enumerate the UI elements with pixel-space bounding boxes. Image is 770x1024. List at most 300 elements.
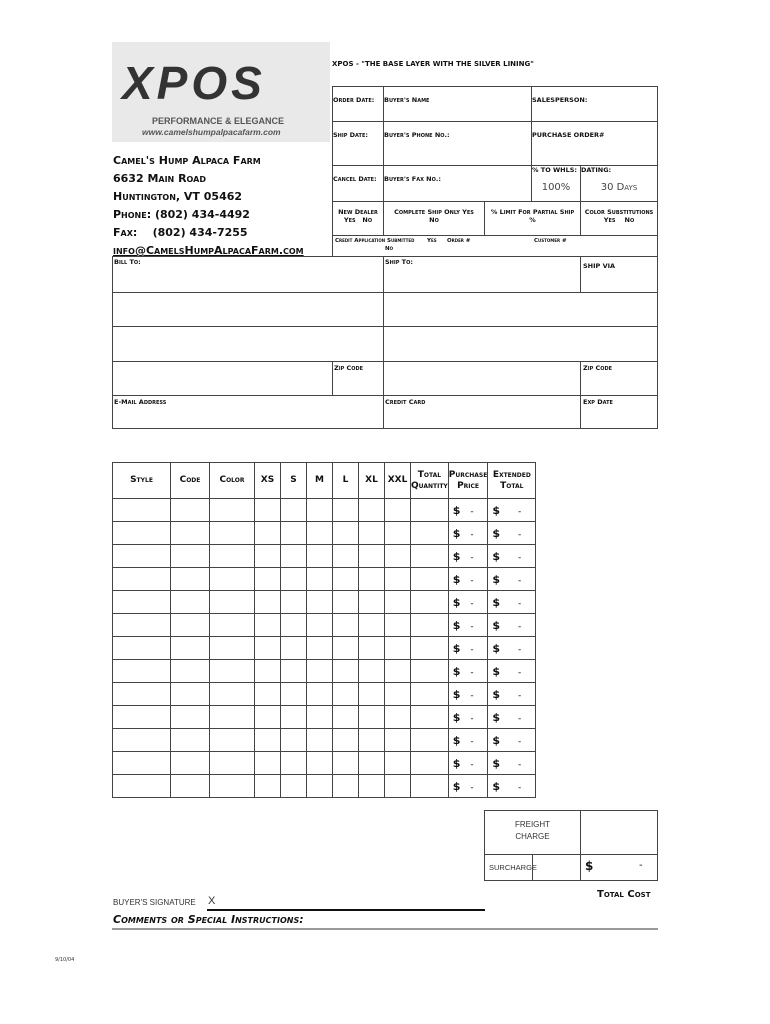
amount-dash: - — [518, 506, 522, 517]
surcharge-label-cell — [484, 854, 537, 881]
dollar-sign: $ — [492, 526, 500, 540]
order-cell[interactable] — [113, 499, 171, 522]
new-dealer-label: New Dealer — [338, 208, 378, 216]
order-cell[interactable] — [210, 499, 255, 522]
order-cell[interactable] — [488, 568, 536, 591]
order-cell[interactable] — [448, 499, 488, 522]
dollar-sign: $ — [452, 664, 461, 678]
order-cell[interactable] — [255, 545, 281, 568]
farm-street: 6632 Main Road — [113, 172, 206, 185]
dollar-sign: $ — [452, 572, 461, 586]
complete-ship-field[interactable] — [383, 201, 485, 236]
column-header-extended-total: Extended Total — [488, 463, 536, 499]
order-cell[interactable] — [488, 683, 536, 706]
table-row — [113, 591, 536, 614]
order-cell[interactable] — [385, 591, 411, 614]
amount-dash: - — [518, 690, 522, 701]
order-cell[interactable] — [333, 568, 359, 591]
order-cell[interactable] — [411, 522, 449, 545]
order-cell[interactable] — [113, 614, 171, 637]
order-cell[interactable] — [307, 752, 333, 775]
color-subs-label: Color Substitutions — [584, 208, 654, 216]
order-cell[interactable] — [488, 637, 536, 660]
farm-fax: Fax: (802) 434-7255 — [113, 226, 248, 239]
complete-ship-label: Complete Ship Only Yes — [394, 208, 474, 216]
order-cell[interactable] — [210, 729, 255, 752]
order-cell[interactable] — [171, 614, 210, 637]
order-cell[interactable] — [448, 683, 488, 706]
order-cell[interactable] — [255, 752, 281, 775]
table-row — [113, 683, 536, 706]
dollar-sign: $ — [452, 549, 461, 563]
freight-divider — [484, 810, 533, 855]
order-cell[interactable] — [385, 545, 411, 568]
amount-dash: - — [470, 506, 474, 517]
order-cell[interactable] — [210, 775, 255, 798]
order-cell[interactable] — [171, 568, 210, 591]
order-cell[interactable] — [411, 775, 449, 798]
signature-line[interactable] — [207, 909, 485, 911]
order-cell[interactable] — [488, 499, 536, 522]
purchase-order-field[interactable] — [531, 121, 658, 166]
order-cell[interactable] — [113, 683, 171, 706]
order-cell[interactable] — [359, 775, 385, 798]
order-cell[interactable] — [113, 568, 171, 591]
order-cell[interactable] — [333, 499, 359, 522]
amount-dash: - — [518, 598, 522, 609]
dollar-sign: $ — [492, 549, 500, 563]
order-cell[interactable] — [488, 752, 536, 775]
order-date-field[interactable] — [332, 86, 384, 122]
order-cell[interactable] — [333, 729, 359, 752]
order-cell[interactable] — [385, 637, 411, 660]
order-cell[interactable] — [385, 499, 411, 522]
order-cell[interactable] — [385, 522, 411, 545]
dollar-sign: $ — [492, 595, 500, 609]
color-subs-opts: Yes No — [603, 216, 635, 224]
amount-dash: - — [518, 667, 522, 678]
order-cell[interactable] — [281, 545, 307, 568]
order-cell[interactable] — [411, 637, 449, 660]
order-cell[interactable] — [488, 706, 536, 729]
farm-phone: Phone: (802) 434-4492 — [113, 208, 250, 221]
dollar-sign: $ — [492, 618, 500, 632]
amount-dash: - — [470, 598, 474, 609]
order-cell[interactable] — [171, 591, 210, 614]
order-cell[interactable] — [210, 752, 255, 775]
buyers-name-field[interactable] — [383, 86, 532, 122]
order-cell[interactable] — [411, 545, 449, 568]
column-header-l: L — [333, 463, 359, 499]
order-cell[interactable] — [255, 499, 281, 522]
order-cell[interactable] — [171, 545, 210, 568]
column-header-m: M — [307, 463, 333, 499]
version-stamp: 9/10/04 — [55, 957, 75, 963]
email-address-label: E-Mail Address — [114, 398, 167, 406]
amount-dash: - — [518, 713, 522, 724]
amount-dash: - — [518, 575, 522, 586]
column-header-xxl: XXL — [385, 463, 411, 499]
order-cell[interactable] — [385, 752, 411, 775]
order-cell[interactable] — [307, 499, 333, 522]
order-cell[interactable] — [210, 614, 255, 637]
order-cell[interactable] — [281, 752, 307, 775]
comments-line[interactable] — [112, 928, 658, 930]
order-cell[interactable] — [281, 568, 307, 591]
logo-url: www.camelshumpalpacafarm.com — [142, 127, 281, 137]
buyers-name-label: Buyer's Name — [384, 96, 430, 104]
ship-date-label: Ship Date: — [333, 131, 368, 139]
customer-num-label: Customer # — [534, 238, 567, 244]
order-cell[interactable] — [333, 545, 359, 568]
order-date-label: Order Date: — [333, 96, 375, 104]
order-cell[interactable] — [307, 729, 333, 752]
order-cell[interactable] — [113, 591, 171, 614]
order-cell[interactable] — [359, 614, 385, 637]
order-cell[interactable] — [488, 729, 536, 752]
order-cell[interactable] — [307, 568, 333, 591]
order-cell[interactable] — [488, 775, 536, 798]
limit-partial-field[interactable] — [484, 201, 581, 236]
column-header-style: Style — [113, 463, 171, 499]
order-cell[interactable] — [255, 729, 281, 752]
order-cell[interactable] — [488, 660, 536, 683]
dollar-sign: $ — [492, 641, 500, 655]
freight-charge-input[interactable] — [580, 810, 658, 855]
dollar-sign: $ — [452, 756, 461, 770]
order-cell[interactable] — [210, 683, 255, 706]
amount-dash: - — [518, 552, 522, 563]
total-cost-label: Total Cost — [597, 889, 651, 900]
order-cell[interactable] — [359, 752, 385, 775]
divider — [112, 326, 658, 327]
order-table — [112, 462, 536, 798]
comments-label: Comments or Special Instructions: — [113, 913, 304, 926]
dating-field[interactable] — [580, 165, 658, 202]
order-cell[interactable] — [210, 706, 255, 729]
table-row — [113, 752, 536, 775]
buyers-fax-field[interactable] — [383, 165, 532, 202]
order-cell[interactable] — [333, 522, 359, 545]
amount-dash: - — [470, 667, 474, 678]
order-cell[interactable] — [281, 499, 307, 522]
order-cell[interactable] — [171, 683, 210, 706]
order-cell[interactable] — [281, 591, 307, 614]
order-cell[interactable] — [333, 637, 359, 660]
divider — [580, 361, 581, 429]
column-header-color: Color — [210, 463, 255, 499]
table-row — [113, 775, 536, 798]
order-cell[interactable] — [307, 545, 333, 568]
order-cell[interactable] — [255, 591, 281, 614]
dollar-sign: $ — [452, 595, 461, 609]
order-cell[interactable] — [448, 637, 488, 660]
order-cell[interactable] — [333, 683, 359, 706]
order-cell[interactable] — [281, 729, 307, 752]
order-cell[interactable] — [359, 660, 385, 683]
order-cell[interactable] — [488, 614, 536, 637]
order-cell[interactable] — [411, 683, 449, 706]
order-cell[interactable] — [385, 729, 411, 752]
order-cell[interactable] — [255, 522, 281, 545]
order-cell[interactable] — [171, 729, 210, 752]
cancel-date-label: Cancel Date: — [333, 175, 377, 183]
order-cell[interactable] — [171, 775, 210, 798]
order-cell[interactable] — [359, 637, 385, 660]
bill-to-label: Bill To: — [114, 258, 141, 266]
dollar-sign: $ — [492, 664, 500, 678]
order-cell[interactable] — [411, 614, 449, 637]
order-cell[interactable] — [281, 706, 307, 729]
farm-city: Huntington, VT 05462 — [113, 190, 243, 203]
slogan: XPOS - "THE BASE LAYER WITH THE SILVER LINING" — [332, 60, 534, 68]
order-cell[interactable] — [113, 637, 171, 660]
order-cell[interactable] — [113, 545, 171, 568]
order-cell[interactable] — [448, 729, 488, 752]
column-header-code: Code — [171, 463, 210, 499]
order-cell[interactable] — [448, 522, 488, 545]
order-cell[interactable] — [171, 660, 210, 683]
ship-to-label: Ship To: — [385, 258, 413, 266]
to-whls-field[interactable] — [531, 165, 581, 202]
column-header-purchase-price: Purchase Price — [448, 463, 488, 499]
order-cell[interactable] — [255, 614, 281, 637]
order-cell[interactable] — [113, 752, 171, 775]
order-cell[interactable] — [113, 706, 171, 729]
amount-dash: - — [470, 644, 474, 655]
order-cell[interactable] — [385, 614, 411, 637]
dating-label: DATING: — [581, 166, 612, 174]
dollar-sign: $ — [452, 687, 461, 701]
table-row — [113, 660, 536, 683]
column-header-total-quantity: Total Quantity — [411, 463, 449, 499]
dollar-sign: $ — [492, 756, 500, 770]
farm-name: Camel's Hump Alpaca Farm — [113, 154, 261, 167]
dollar-sign: $ — [452, 503, 461, 517]
order-cell[interactable] — [448, 545, 488, 568]
dollar-sign: $ — [492, 710, 500, 724]
dollar-sign: $ — [452, 733, 461, 747]
order-cell[interactable] — [448, 775, 488, 798]
amount-dash: - — [518, 736, 522, 747]
order-cell[interactable] — [359, 545, 385, 568]
order-cell[interactable] — [488, 591, 536, 614]
order-cell[interactable] — [210, 522, 255, 545]
order-cell[interactable] — [411, 706, 449, 729]
surcharge-label: SURCHARGE — [489, 863, 537, 872]
table-row — [113, 637, 536, 660]
order-cell[interactable] — [171, 499, 210, 522]
order-cell[interactable] — [281, 660, 307, 683]
surcharge-mid — [532, 854, 581, 881]
to-whls-value: 100% — [541, 182, 571, 193]
complete-ship-no: No — [429, 216, 439, 224]
dollar-sign: $ — [492, 687, 500, 701]
logo — [112, 42, 330, 142]
order-cell[interactable] — [448, 568, 488, 591]
order-cell[interactable] — [307, 591, 333, 614]
order-cell[interactable] — [488, 545, 536, 568]
color-subs-field[interactable] — [580, 201, 658, 236]
amount-dash: - — [470, 575, 474, 586]
order-cell[interactable] — [488, 522, 536, 545]
order-cell[interactable] — [333, 660, 359, 683]
order-cell[interactable] — [411, 499, 449, 522]
order-cell[interactable] — [307, 706, 333, 729]
surcharge-input[interactable] — [580, 854, 658, 881]
order-cell[interactable] — [359, 522, 385, 545]
order-cell[interactable] — [210, 591, 255, 614]
order-cell[interactable] — [385, 706, 411, 729]
order-cell[interactable] — [210, 660, 255, 683]
order-cell[interactable] — [255, 775, 281, 798]
table-row — [113, 706, 536, 729]
buyers-phone-label: Buyer's Phone No.: — [384, 131, 450, 139]
order-cell[interactable] — [281, 683, 307, 706]
order-cell[interactable] — [359, 729, 385, 752]
column-header-s: S — [281, 463, 307, 499]
to-whls-label: % TO WHLS: — [532, 166, 578, 174]
table-row — [113, 614, 536, 637]
dating-value: 30 Days — [600, 182, 638, 193]
order-cell[interactable] — [448, 614, 488, 637]
new-dealer-field[interactable] — [332, 201, 384, 236]
order-cell[interactable] — [448, 660, 488, 683]
order-cell[interactable] — [411, 729, 449, 752]
divider — [112, 395, 658, 396]
order-cell[interactable] — [210, 545, 255, 568]
amount-dash: - — [470, 621, 474, 632]
exp-date-label: Exp Date — [583, 398, 613, 406]
order-cell[interactable] — [385, 683, 411, 706]
logo-brand: XPOS — [122, 57, 266, 109]
order-cell[interactable] — [333, 614, 359, 637]
table-header-row — [113, 463, 536, 499]
amount-dash: - — [470, 529, 474, 540]
buyers-fax-label: Buyer's Fax No.: — [384, 175, 441, 183]
amount-dash: - — [518, 644, 522, 655]
order-cell[interactable] — [385, 660, 411, 683]
divider — [332, 361, 333, 396]
order-cell[interactable] — [307, 683, 333, 706]
dollar-sign: $ — [492, 572, 500, 586]
amount-dash: - — [518, 621, 522, 632]
divider — [383, 256, 384, 429]
table-row — [113, 499, 536, 522]
ship-zip-label: Zip Code — [583, 364, 613, 372]
salesperson-field[interactable] — [531, 86, 658, 122]
order-cell[interactable] — [210, 637, 255, 660]
order-cell[interactable] — [210, 568, 255, 591]
divider — [580, 256, 581, 293]
order-cell[interactable] — [359, 591, 385, 614]
order-cell[interactable] — [307, 522, 333, 545]
order-cell[interactable] — [281, 775, 307, 798]
order-cell[interactable] — [411, 568, 449, 591]
order-cell[interactable] — [448, 706, 488, 729]
order-cell[interactable] — [307, 775, 333, 798]
amount-dash: - — [470, 736, 474, 747]
order-cell[interactable] — [411, 752, 449, 775]
column-header-xs: XS — [255, 463, 281, 499]
order-cell[interactable] — [307, 660, 333, 683]
order-cell[interactable] — [281, 637, 307, 660]
limit-pct: % — [529, 216, 536, 224]
table-row — [113, 522, 536, 545]
amount-dash: - — [470, 782, 474, 793]
ship-date-field[interactable] — [332, 121, 384, 166]
order-cell[interactable] — [281, 522, 307, 545]
signature-label: BUYER'S SIGNATURE — [113, 898, 196, 907]
order-cell[interactable] — [333, 591, 359, 614]
dollar-sign: $ — [492, 733, 500, 747]
order-cell[interactable] — [171, 522, 210, 545]
purchase-order-label: PURCHASE ORDER# — [532, 131, 605, 139]
order-cell[interactable] — [255, 568, 281, 591]
dollar-sign: $ — [492, 503, 500, 517]
amount-dash: - — [518, 529, 522, 540]
dollar-sign: $ — [452, 526, 461, 540]
logo-tagline: PERFORMANCE & ELEGANCE — [152, 116, 285, 126]
divider — [112, 292, 658, 293]
cancel-date-field[interactable] — [332, 165, 384, 202]
credit-no[interactable]: No — [385, 246, 394, 252]
buyers-phone-field[interactable] — [383, 121, 532, 166]
order-cell[interactable] — [411, 660, 449, 683]
order-cell[interactable] — [113, 729, 171, 752]
order-cell[interactable] — [333, 706, 359, 729]
order-cell[interactable] — [385, 568, 411, 591]
order-cell[interactable] — [113, 660, 171, 683]
surcharge-dash: - — [639, 860, 643, 871]
order-cell[interactable] — [359, 706, 385, 729]
order-cell[interactable] — [307, 614, 333, 637]
order-cell[interactable] — [359, 683, 385, 706]
order-cell[interactable] — [255, 637, 281, 660]
freight-charge-label: FREIGHT CHARGE — [514, 820, 551, 841]
bill-zip-label: Zip Code — [334, 364, 364, 372]
order-cell[interactable] — [113, 522, 171, 545]
farm-email[interactable]: info@CamelsHumpAlpacaFarm.com — [113, 244, 304, 257]
column-header-xl: XL — [359, 463, 385, 499]
order-cell[interactable] — [255, 683, 281, 706]
credit-yes[interactable]: Yes — [427, 238, 437, 244]
order-cell[interactable] — [385, 775, 411, 798]
dollar-sign: $ — [452, 710, 461, 724]
amount-dash: - — [518, 759, 522, 770]
ship-via-label: SHIP VIA — [583, 262, 616, 270]
order-cell[interactable] — [359, 499, 385, 522]
order-cell[interactable] — [333, 752, 359, 775]
order-cell[interactable] — [448, 752, 488, 775]
table-row — [113, 545, 536, 568]
order-cell[interactable] — [255, 706, 281, 729]
order-cell[interactable] — [113, 775, 171, 798]
amount-dash: - — [470, 690, 474, 701]
order-cell[interactable] — [171, 637, 210, 660]
order-cell[interactable] — [281, 614, 307, 637]
order-cell[interactable] — [171, 752, 210, 775]
order-cell[interactable] — [411, 591, 449, 614]
credit-app-label: Credit Application Submitted — [335, 238, 415, 244]
order-cell[interactable] — [448, 591, 488, 614]
order-cell[interactable] — [307, 637, 333, 660]
amount-dash: - — [470, 552, 474, 563]
order-cell[interactable] — [359, 568, 385, 591]
order-cell[interactable] — [171, 706, 210, 729]
order-cell[interactable] — [255, 660, 281, 683]
order-cell[interactable] — [333, 775, 359, 798]
